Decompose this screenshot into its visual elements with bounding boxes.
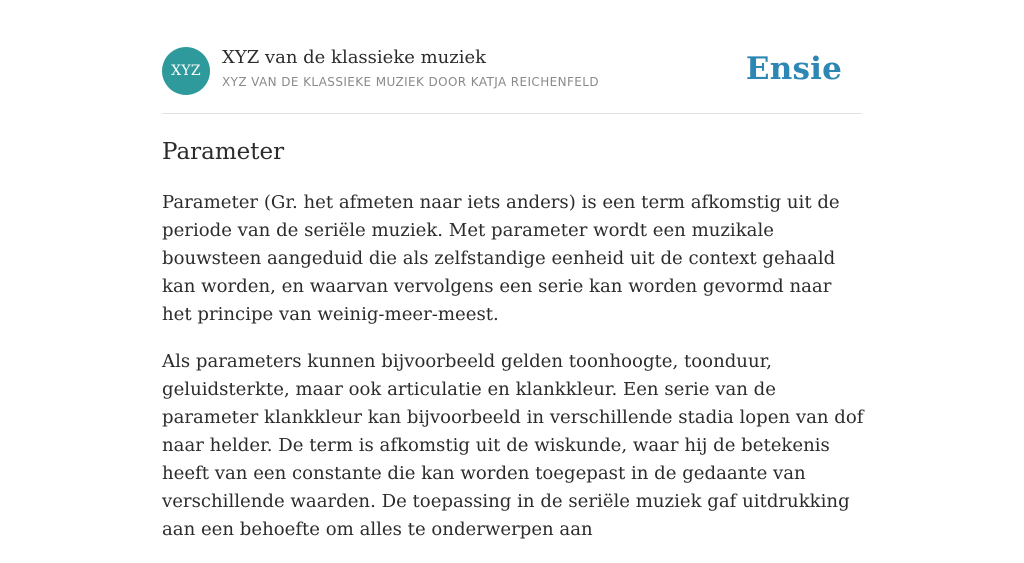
source-header: [162, 46, 862, 96]
ensie-logo[interactable]: Ensie: [745, 51, 842, 87]
source-title[interactable]: XYZ van de klassieke muziek: [222, 47, 487, 68]
article-paragraph: Als parameters kunnen bijvoorbeeld gelden toonhoogte, toonduur, geluidsterkte, maar ook articulatie en klankkleur. Een serie van de parameter klankkleur kan bijvoorbeeld in verschillende stadia lopen van dof naar helder. De term is afkomstig uit de wiskunde, waar hij de betekenis heeft van een constante die kan worden toegepast in de gedaante van verschillende waarden. De toepassing in de seriële muziek gaf uitdrukking aan een behoefte om alles te onderwerpen aan: [162, 351, 864, 540]
article-body: [162, 189, 865, 563]
article-paragraph: Parameter (Gr. het afmeten naar iets anders) is een term afkomstig uit de periode van de seriële muziek. Met parameter wordt een muzikale bouwsteen aangeduid die als zelfstandige eenheid uit de context gehaald kan worden, en waarvan vervolgens een serie kan worden gevormd naar het principe van weinig-meer-meest.: [162, 192, 840, 325]
article-title: Parameter: [162, 139, 285, 165]
header-divider: [162, 113, 862, 114]
source-subtitle[interactable]: XYZ VAN DE KLASSIEKE MUZIEK DOOR KATJA REICHENFELD: [222, 75, 600, 89]
source-avatar[interactable]: XYZ: [162, 47, 210, 95]
